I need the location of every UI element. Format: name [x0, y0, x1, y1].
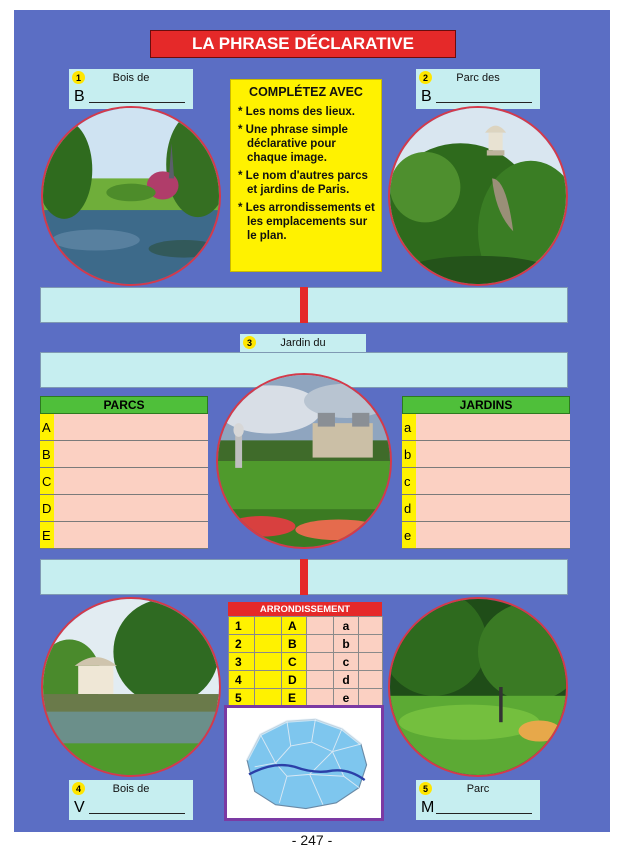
answer-cell[interactable] [307, 617, 334, 635]
list-answer-cell[interactable] [416, 414, 570, 440]
instructions-heading: COMPLÉTEZ AVEC [249, 85, 363, 99]
list-answer-cell[interactable] [54, 522, 208, 548]
place-label-1 [69, 69, 193, 109]
garden-letter: b [334, 635, 359, 653]
jardins-heading: JARDINS [402, 396, 570, 414]
place-caption: Jardin du [280, 337, 326, 349]
page-title: LA PHRASE DÉCLARATIVE [150, 30, 456, 58]
place-label-4 [69, 780, 193, 820]
list-answer-cell[interactable] [416, 468, 570, 494]
connector-bar [300, 559, 308, 595]
park-letter: C [282, 653, 307, 671]
list-letter: d [402, 495, 416, 521]
arrondissement-number: 1 [229, 617, 255, 635]
arrondissement-grid [228, 616, 383, 707]
list-answer-cell[interactable] [416, 441, 570, 467]
photo-parc-lawn [388, 597, 568, 777]
instructions-list [237, 105, 375, 243]
instruction-item: * Le nom d'autres parcs et jardins de Paris. [237, 169, 375, 197]
list-answer-cell[interactable] [416, 522, 570, 548]
arrondissement-table [228, 602, 382, 707]
answer-cell[interactable] [307, 635, 334, 653]
park-letter: E [282, 689, 307, 707]
photo-parc-temple [388, 106, 568, 286]
arrondissement-number: 5 [229, 689, 255, 707]
list-answer-cell[interactable] [54, 414, 208, 440]
place-label-2 [416, 69, 540, 109]
list-item [40, 495, 208, 522]
list-answer-cell[interactable] [54, 441, 208, 467]
page-number: - 247 - [291, 832, 333, 848]
photo-jardin-palace [216, 373, 392, 549]
list-letter: E [40, 522, 54, 548]
answer-line[interactable] [436, 102, 532, 103]
instruction-item: * Une phrase simple déclarative pour chaque image. [237, 123, 375, 165]
garden-letter: a [334, 617, 359, 635]
answer-line[interactable] [89, 102, 185, 103]
answer-cell[interactable] [255, 671, 282, 689]
list-item [402, 414, 570, 441]
table-row [229, 635, 383, 653]
place-number-badge: 2 [419, 71, 432, 84]
arrondissement-number: 2 [229, 635, 255, 653]
arrondissement-number: 3 [229, 653, 255, 671]
answer-cell[interactable] [359, 671, 383, 689]
list-item [402, 441, 570, 468]
instruction-item: * Les noms des lieux. [237, 105, 375, 119]
table-row [229, 653, 383, 671]
list-item [402, 522, 570, 549]
instructions-box [230, 79, 382, 272]
list-item [40, 522, 208, 549]
answer-cell[interactable] [255, 653, 282, 671]
paris-map [224, 705, 384, 821]
place-caption: Parc des [456, 72, 500, 84]
answer-cell[interactable] [255, 635, 282, 653]
parcs-heading: PARCS [40, 396, 208, 414]
table-row [229, 617, 383, 635]
place-number-badge: 3 [243, 336, 256, 349]
place-caption: Parc [466, 783, 490, 795]
jardins-list [402, 396, 570, 549]
answer-cell[interactable] [255, 689, 282, 707]
list-answer-cell[interactable] [54, 468, 208, 494]
answer-line[interactable] [89, 813, 185, 814]
connector-bar [300, 287, 308, 323]
list-letter: a [402, 414, 416, 440]
list-answer-cell[interactable] [416, 495, 570, 521]
list-letter: A [40, 414, 54, 440]
garden-letter: d [334, 671, 359, 689]
park-letter: A [282, 617, 307, 635]
list-letter: D [40, 495, 54, 521]
parcs-list [40, 396, 208, 549]
list-answer-cell[interactable] [54, 495, 208, 521]
list-letter: e [402, 522, 416, 548]
park-letter: B [282, 635, 307, 653]
list-item [40, 414, 208, 441]
garden-letter: c [334, 653, 359, 671]
answer-cell[interactable] [359, 653, 383, 671]
table-row [229, 689, 383, 707]
photo-bois-lake [41, 106, 221, 286]
answer-cell[interactable] [255, 617, 282, 635]
list-item [40, 468, 208, 495]
park-letter: D [282, 671, 307, 689]
place-initial-letter: M [421, 799, 435, 816]
place-initial-letter: V [74, 799, 85, 816]
answer-cell[interactable] [307, 689, 334, 707]
arrondissement-number: 4 [229, 671, 255, 689]
answer-cell[interactable] [307, 671, 334, 689]
arrondissement-heading: ARRONDISSEMENT [228, 602, 382, 616]
answer-cell[interactable] [359, 617, 383, 635]
place-initial-letter: B [421, 88, 432, 105]
answer-cell[interactable] [359, 689, 383, 707]
answer-line[interactable] [436, 813, 532, 814]
place-caption: Bois de [112, 72, 150, 84]
list-letter: b [402, 441, 416, 467]
place-label-5 [416, 780, 540, 820]
list-letter: C [40, 468, 54, 494]
table-row [229, 671, 383, 689]
place-number-badge: 4 [72, 782, 85, 795]
photo-bois-temple [41, 597, 221, 777]
answer-cell[interactable] [307, 653, 334, 671]
garden-letter: e [334, 689, 359, 707]
list-item [40, 441, 208, 468]
list-letter: B [40, 441, 54, 467]
list-letter: c [402, 468, 416, 494]
answer-cell[interactable] [359, 635, 383, 653]
list-item [402, 495, 570, 522]
place-number-badge: 5 [419, 782, 432, 795]
place-initial-letter: B [74, 88, 85, 105]
instruction-item: * Les arrondissements et les emplacements sur le plan. [237, 201, 375, 243]
list-item [402, 468, 570, 495]
place-number-badge: 1 [72, 71, 85, 84]
place-caption: Bois de [112, 783, 150, 795]
